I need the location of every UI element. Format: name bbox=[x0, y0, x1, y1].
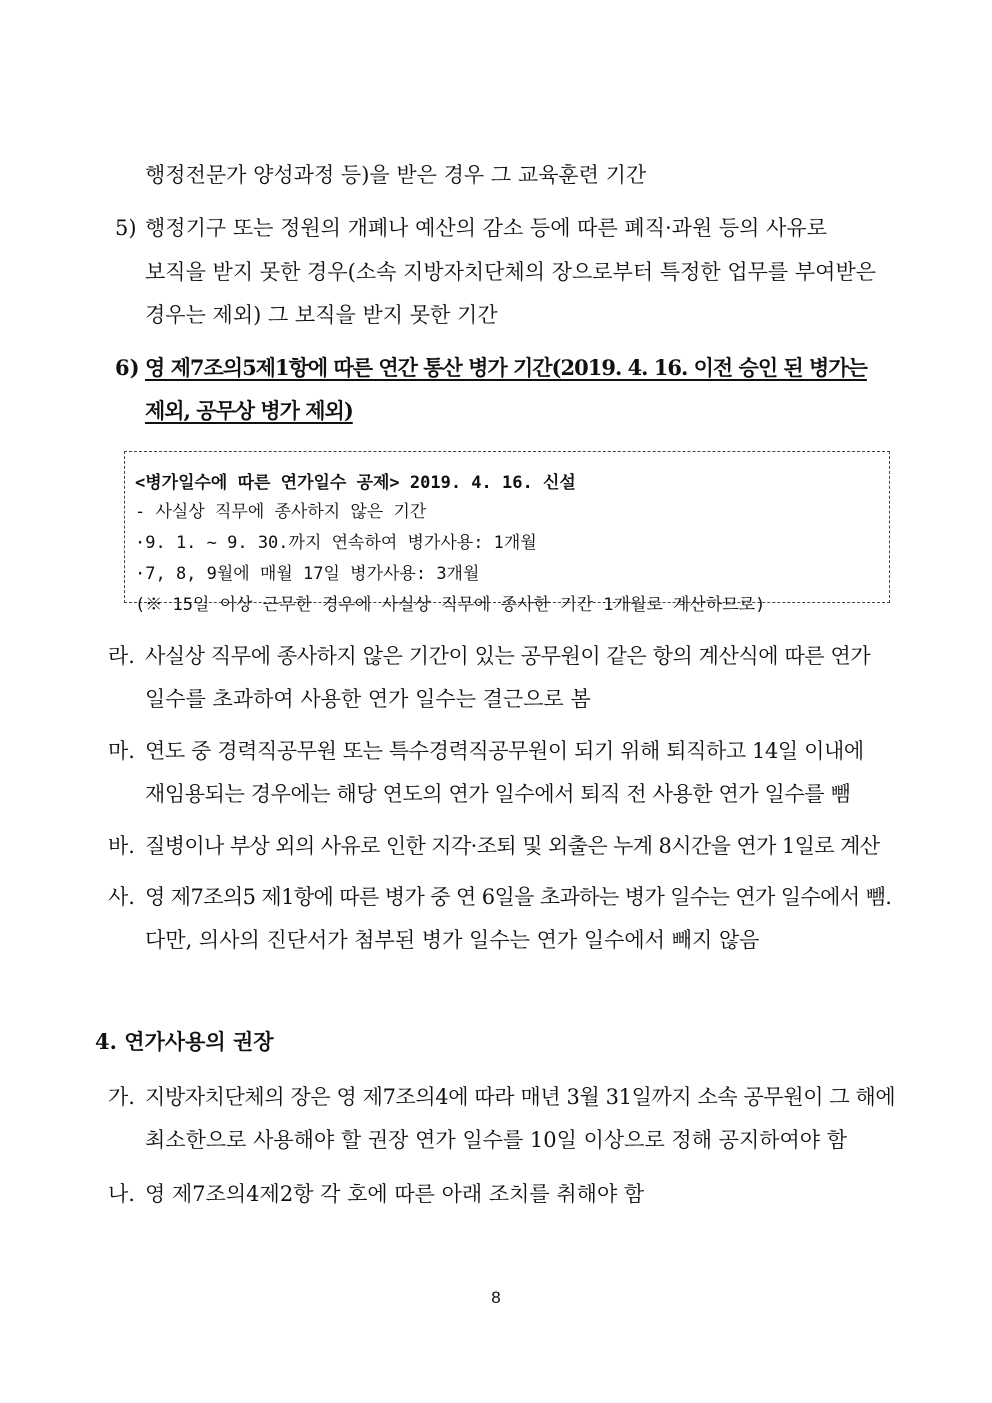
item-number: 6) bbox=[115, 355, 140, 380]
item-number: 가. bbox=[108, 1085, 135, 1109]
item-number: 사. bbox=[108, 885, 135, 909]
note-box-line: ·7, 8, 9월에 매월 17일 병가사용: 3개월 bbox=[135, 564, 480, 584]
text-line: 행정기구 또는 정원의 개폐나 예산의 감소 등에 따른 폐직·과원 등의 사유로 bbox=[145, 216, 828, 240]
note-box-line: ·9. 1. ~ 9. 30.까지 연속하여 병가사용: 1개월 bbox=[135, 533, 537, 553]
page-number: 8 bbox=[491, 1288, 501, 1307]
item-number: 5) bbox=[115, 216, 137, 240]
text-line: 재임용되는 경우에는 해당 연도의 연가 일수에서 퇴직 전 사용한 연가 일수를 뺌 bbox=[145, 782, 851, 806]
emphasized-line: 영 제7조의5제1항에 따른 연간 통산 병가 기간(2019. 4. 16. 이전 승인 된 병가는 bbox=[145, 355, 867, 380]
item-number: 라. bbox=[108, 644, 135, 668]
text-line: 사실상 직무에 종사하지 않은 기간이 있는 공무원이 같은 항의 계산식에 따른 연가 bbox=[145, 644, 871, 668]
text-line: 최소한으로 사용해야 할 권장 연가 일수를 10일 이상으로 정해 공지하여야 함 bbox=[145, 1128, 848, 1152]
item-number: 마. bbox=[108, 739, 135, 763]
text-line: 경우는 제외) 그 보직을 받지 못한 기간 bbox=[145, 303, 498, 327]
section-heading: 4. 연가사용의 권장 bbox=[95, 1029, 274, 1054]
text-line: 연도 중 경력직공무원 또는 특수경력직공무원이 되기 위해 퇴직하고 14일 이내에 bbox=[145, 739, 864, 763]
note-box-line: - 사실상 직무에 종사하지 않은 기간 bbox=[135, 502, 427, 522]
note-box bbox=[124, 451, 890, 615]
emphasized-line: 제외, 공무상 병가 제외) bbox=[145, 398, 353, 423]
text-line: 보직을 받지 못한 경우(소속 지방자치단체의 장으로부터 특정한 업무를 부여받은 bbox=[145, 260, 877, 284]
text-line: 영 제7조의4제2항 각 호에 따른 아래 조치를 취해야 함 bbox=[145, 1182, 645, 1206]
text-line: 행정전문가 양성과정 등)을 받은 경우 그 교육훈련 기간 bbox=[145, 163, 647, 187]
text-line: 일수를 초과하여 사용한 연가 일수는 결근으로 봄 bbox=[145, 687, 591, 711]
item-number: 나. bbox=[108, 1182, 135, 1206]
text-line: 질병이나 부상 외의 사유로 인한 지각·조퇴 및 외출은 누계 8시간을 연가 1일로 계산 bbox=[145, 834, 880, 858]
text-line: 지방자치단체의 장은 영 제7조의4에 따라 매년 3월 31일까지 소속 공무원이 그 해에 bbox=[145, 1085, 896, 1109]
note-box-line: (※ 15일 이상 근무한 경우에 사실상 직무에 종사한 기간 1개월로 계산하므로) bbox=[135, 595, 766, 615]
item-number: 바. bbox=[108, 834, 135, 858]
note-box-title: <병가일수에 따른 연가일수 공제> 2019. 4. 16. 신설 bbox=[135, 473, 576, 493]
text-line: 영 제7조의5 제1항에 따른 병가 중 연 6일을 초과하는 병가 일수는 연가 일수에서 뺌. bbox=[145, 885, 892, 909]
text-line: 다만, 의사의 진단서가 첨부된 병가 일수는 연가 일수에서 빼지 않음 bbox=[145, 928, 760, 952]
